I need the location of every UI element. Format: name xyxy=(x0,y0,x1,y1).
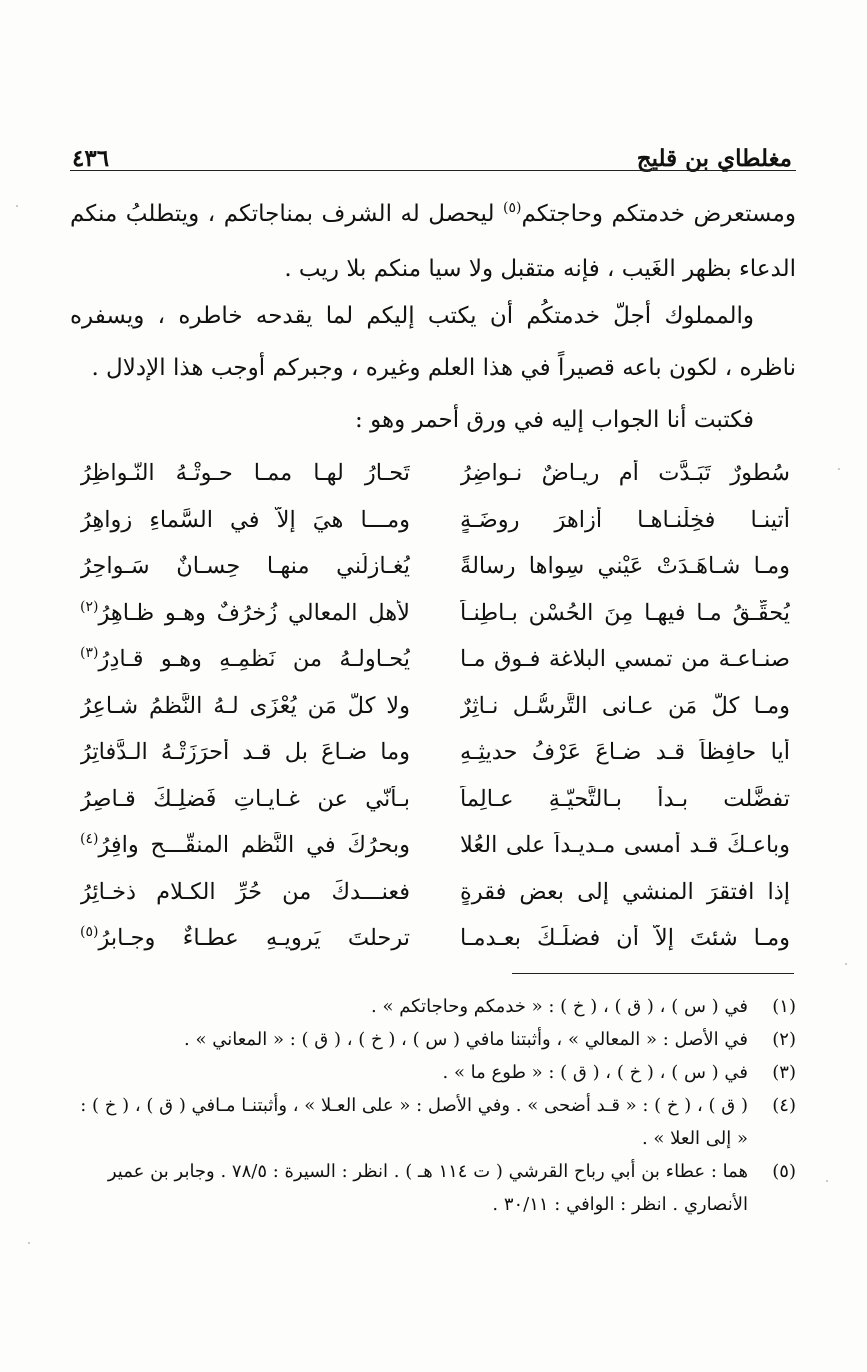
paragraph-1 xyxy=(70,188,796,295)
verse-second-text: بـأنّي عن غـايـاتِ فَضلِـكَ قـاصِرُ xyxy=(80,785,410,812)
scan-speck xyxy=(826,1180,828,1182)
verse-second-hemistich xyxy=(80,832,410,858)
running-title: مغلطاي بن قليج xyxy=(636,145,792,172)
verse-second-hemistich xyxy=(80,739,410,765)
verse-footnote-ref: (٢) xyxy=(80,599,99,615)
poem-verse xyxy=(80,869,790,916)
verse-first-hemistich: تفضَّلت بـدأً بـالتَّحيّـةِ عـالِماً xyxy=(460,785,790,812)
verse-second-hemistich xyxy=(80,553,410,579)
verse-second-text: ترحلتَ يَرويـهِ عطـاءٌ وجـابرُ xyxy=(98,925,410,952)
paragraph-1-line-2: بظهر الغَيب ، فإنه متقبل ولا سيا منكم بلا ريب . xyxy=(284,256,732,282)
footnote xyxy=(70,1089,796,1155)
footnote-ref-5: (٥) xyxy=(502,200,522,216)
verse-second-hemistich xyxy=(80,786,410,812)
paragraph-1-text xyxy=(70,188,796,295)
paragraph-1-line-1b: ليحصل له الشرف بمناجاتكم ، ويتطلبُ منكم الدعاء xyxy=(70,201,796,282)
verse-second-hemistich xyxy=(80,925,410,951)
footnote-number: (٥) xyxy=(772,1161,796,1182)
verse-first-hemistich: أتينـا فخِلْنـاهـا أزاهرَ روضَـةٍ xyxy=(460,506,790,533)
scan-speck xyxy=(838,468,840,470)
paragraph-3 xyxy=(70,394,796,446)
paragraph-1-line-1: ومستعرض خدمتكم وحاجتكم xyxy=(521,201,796,227)
poem xyxy=(80,450,790,962)
poem-verse xyxy=(80,729,790,776)
paragraph-2-line-2: لكون باعه قصيراً في هذا العلم وغيره ، وجبركم أوجب هذا الإدلال . xyxy=(91,355,718,381)
footnote-number: (١) xyxy=(772,996,796,1017)
scan-speck xyxy=(16,205,18,207)
poem-verse xyxy=(80,915,790,962)
verse-second-text: ومـــا هيَ إلاّ في السَّماءِ زواهِرُ xyxy=(80,506,410,533)
footnote-number: (٢) xyxy=(772,1029,796,1050)
scan-speck xyxy=(845,963,847,965)
verse-first-hemistich: وباعـكَ قـد أمسى مـديـداً على العُلا xyxy=(460,832,790,859)
verse-first-hemistich: أيا حافِظاً قـد ضـاعَ عَرْفُ حديثِـهِ xyxy=(460,739,790,766)
poem-verse xyxy=(80,450,790,497)
verse-footnote-ref: (٤) xyxy=(80,832,99,848)
scan-speck xyxy=(28,1242,30,1244)
poem-verse xyxy=(80,543,790,590)
verse-first-hemistich: ومـا كلّ مَن عـانى التَّرسُّـل نـاثِرٌ xyxy=(460,692,790,719)
poem-verse xyxy=(80,683,790,730)
footnote-text: ( ق ) ، ( خ ) : « قـد أضحى » . وفي الأصل : « على العـلا » ، وأثبتنـا مـافي ( ق ) ، ( خ ) : « إلى العلا » . xyxy=(80,1095,748,1149)
poem-verse xyxy=(80,636,790,683)
paragraph-2-text xyxy=(70,290,796,394)
verse-first-hemistich: صنـاعـة من تمسي البلاغة فـوق مـا xyxy=(460,646,790,673)
footnote-number: (٣) xyxy=(772,1062,796,1083)
verse-second-hemistich xyxy=(80,646,410,672)
verse-second-text: فعنـــدكَ من حُرِّ الكـلامِ ذخـائِرُ xyxy=(80,878,410,905)
verse-second-hemistich xyxy=(80,600,410,626)
verse-footnote-ref: (٣) xyxy=(80,646,99,662)
verse-first-hemistich: ومـا شـاهَـدَتْ عَيْني سِواها رِسالةً xyxy=(460,553,790,580)
verse-first-hemistich: ومـا شئتَ إلاّ أن فضلَـكَ بعـدمـا xyxy=(460,925,790,952)
verse-second-text: وبحرُكَ في النَّظمِ المنقّـــحِ وافِرُ xyxy=(98,832,410,859)
verse-second-text: يُحـاولـهُ من نَظمِـهِ وهـو قـادِرُ xyxy=(98,646,410,673)
paragraph-2 xyxy=(70,290,796,394)
footnote-text: في ( س ) ، ( خ ) ، ( ق ) : « طوع ما » . xyxy=(442,1062,748,1083)
verse-second-hemistich xyxy=(80,460,410,486)
verse-second-text: تَحـارُ لهـا ممـا حـوتْـهُ النّـواظِرُ xyxy=(80,460,410,487)
footnotes xyxy=(70,990,796,1221)
footnote xyxy=(70,1023,796,1056)
footnote xyxy=(70,990,796,1023)
poem-verse xyxy=(80,590,790,637)
footnote-text: في ( س ) ، ( ق ) ، ( خ ) : « خدمكم وحاجاتكم » . xyxy=(371,996,748,1017)
paragraph-2-line-1: والمملوك أجلّ خدمتكُم أن يكتب إليكم لما يقدحه خاطره ، ويسفره ناظره ، xyxy=(70,303,796,381)
verse-second-text: وما ضـاعَ بل قـد أحرَزَتْـهُ الـدَّفاتِرُ xyxy=(80,739,410,766)
footnote xyxy=(70,1155,796,1221)
verse-first-hemistich: سُطورٌ تَبَـدَّت أم رِيـاضٌ نـواضِرُ xyxy=(460,460,790,487)
footnote-number: (٤) xyxy=(772,1095,796,1116)
verse-second-text: لأهلِ المعالي زُخرُفٌ وهـو ظـاهِرُ xyxy=(98,599,410,626)
header-rule xyxy=(70,170,796,171)
footnote-text: هما : عطاء بن أبي رباح القرشي ( ت ١١٤ هـ ) . انظر : السيرة : ٧٨/٥ . وجابر بن عمير الأنصاري . انظر : الوافي : ٣٠/١١ . xyxy=(107,1161,748,1215)
footnote-text: في الأصل : « المعالي » ، وأثبتنا مافي ( س ) ، ( خ ) ، ( ق ) : « المعاني » . xyxy=(184,1029,748,1050)
poem-verse xyxy=(80,776,790,823)
footnote xyxy=(70,1056,796,1089)
verse-second-text: يُغـازِلُني منهـا حِسـانٌ سَـواحِرُ xyxy=(80,553,410,580)
verse-footnote-ref: (٥) xyxy=(80,925,99,941)
verse-second-hemistich xyxy=(80,507,410,533)
page-number: ٤٣٦ xyxy=(72,145,110,172)
poem-verse xyxy=(80,822,790,869)
verse-first-hemistich: إذا افتقرَ المنشي إلى بعضِ فقرةٍ xyxy=(460,878,790,905)
verse-second-text: ولا كلّ مَن يُعْزَى لـهُ النَّظمُ شـاعِرُ xyxy=(80,692,410,719)
running-head xyxy=(72,134,792,172)
footnote-rule xyxy=(512,973,794,974)
verse-first-hemistich: يُحقِّـقُ مـا فيهـا مِنَ الحُسْنِ بـاطِنـاً xyxy=(460,599,790,626)
verse-second-hemistich xyxy=(80,879,410,905)
poem-verse xyxy=(80,497,790,544)
verse-second-hemistich xyxy=(80,693,410,719)
paragraph-3-text: فكتبت أنا الجواب إليه في ورق أحمر وهو : xyxy=(355,407,754,433)
